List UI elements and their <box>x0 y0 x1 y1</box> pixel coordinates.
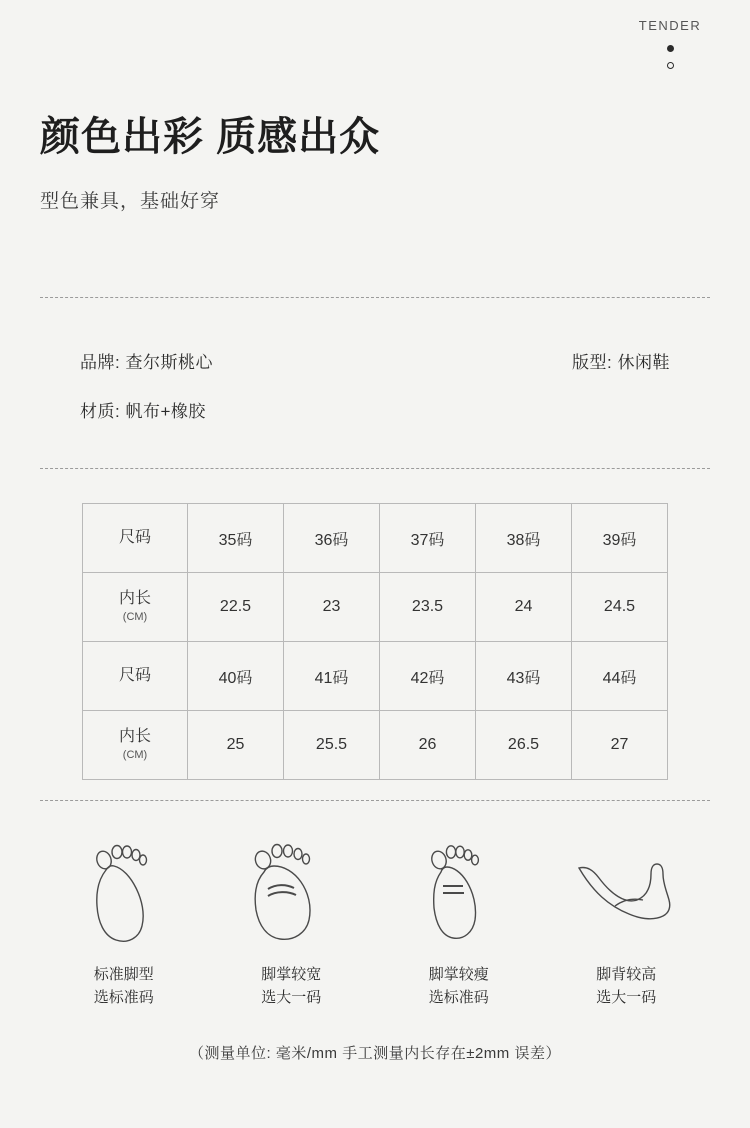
foot-side-high-instep-icon <box>551 832 701 952</box>
table-cell: 37码 <box>380 504 476 573</box>
table-cell: 43码 <box>476 642 572 711</box>
table-row <box>83 573 668 642</box>
spec-row-2 <box>40 397 710 422</box>
size-table <box>82 503 668 780</box>
foot-type-line2: 选标准码 <box>93 988 154 1006</box>
foot-sole-standard-icon <box>49 832 199 952</box>
table-cell: 44码 <box>572 642 668 711</box>
table-cell: 25 <box>188 711 284 780</box>
table-cell: 24 <box>476 573 572 642</box>
row-header <box>83 504 188 573</box>
brand-dots <box>630 45 710 69</box>
foot-type-guide <box>40 832 710 1009</box>
divider-top <box>40 297 710 298</box>
table-cell: 23.5 <box>380 573 476 642</box>
spec-section <box>40 348 710 446</box>
table-cell: 38码 <box>476 504 572 573</box>
divider-bottom <box>40 800 710 801</box>
row-header <box>83 573 188 642</box>
measurement-footnote: （测量单位: 毫米/mm 手工测量内长存在±2mm 误差） <box>189 1045 561 1062</box>
row-header <box>83 711 188 780</box>
foot-type-high-instep <box>551 832 701 1009</box>
size-table-wrapper <box>82 503 668 780</box>
foot-type-caption <box>216 964 366 1009</box>
table-cell: 40码 <box>188 642 284 711</box>
table-cell: 22.5 <box>188 573 284 642</box>
table-cell: 25.5 <box>284 711 380 780</box>
foot-type-wide <box>216 832 366 1009</box>
table-row <box>83 504 668 573</box>
foot-type-line1: 脚背较高 <box>596 966 657 983</box>
row-header-unit: (CM) <box>122 610 148 623</box>
spec-material: 材质: 帆布+橡胶 <box>80 402 206 421</box>
brand-name: TENDER <box>638 18 702 33</box>
table-cell: 42码 <box>380 642 476 711</box>
foot-type-line2: 选大一码 <box>596 988 657 1006</box>
foot-type-narrow <box>384 832 534 1009</box>
row-header <box>83 642 188 711</box>
foot-type-caption <box>551 964 701 1009</box>
table-cell: 36码 <box>284 504 380 573</box>
table-row <box>83 711 668 780</box>
table-cell: 27 <box>572 711 668 780</box>
table-cell: 39码 <box>572 504 668 573</box>
row-header-label: 尺码 <box>118 528 151 546</box>
row-header-label: 内长 <box>118 590 151 608</box>
foot-type-caption <box>384 964 534 1009</box>
table-cell: 35码 <box>188 504 284 573</box>
row-header-label: 尺码 <box>118 666 151 684</box>
dot-hollow-icon <box>667 62 674 69</box>
foot-type-line1: 标准脚型 <box>93 966 154 983</box>
brand-mark <box>630 18 710 69</box>
page-title: 颜色出彩 质感出众 <box>40 115 381 159</box>
spec-style: 版型: 休闲鞋 <box>572 353 670 372</box>
foot-sole-wide-icon <box>216 832 366 952</box>
table-cell: 24.5 <box>572 573 668 642</box>
table-row <box>83 642 668 711</box>
foot-type-standard <box>49 832 199 1009</box>
foot-type-line1: 脚掌较宽 <box>261 966 322 983</box>
page-subtitle: 型色兼具，基础好穿 <box>40 191 221 212</box>
header-section <box>0 112 750 213</box>
table-cell: 26.5 <box>476 711 572 780</box>
table-cell: 23 <box>284 573 380 642</box>
row-header-label: 内长 <box>118 728 151 746</box>
foot-type-line2: 选大一码 <box>261 988 322 1006</box>
dot-filled-icon <box>667 45 674 52</box>
foot-sole-narrow-icon <box>384 832 534 952</box>
divider-middle <box>40 468 710 469</box>
foot-type-caption <box>49 964 199 1009</box>
table-cell: 41码 <box>284 642 380 711</box>
spec-brand: 品牌: 查尔斯桃心 <box>80 353 213 372</box>
foot-type-line1: 脚掌较瘦 <box>428 966 489 983</box>
foot-type-line2: 选标准码 <box>428 988 489 1006</box>
table-cell: 26 <box>380 711 476 780</box>
spec-row-1 <box>40 348 710 373</box>
row-header-unit: (CM) <box>122 748 148 761</box>
